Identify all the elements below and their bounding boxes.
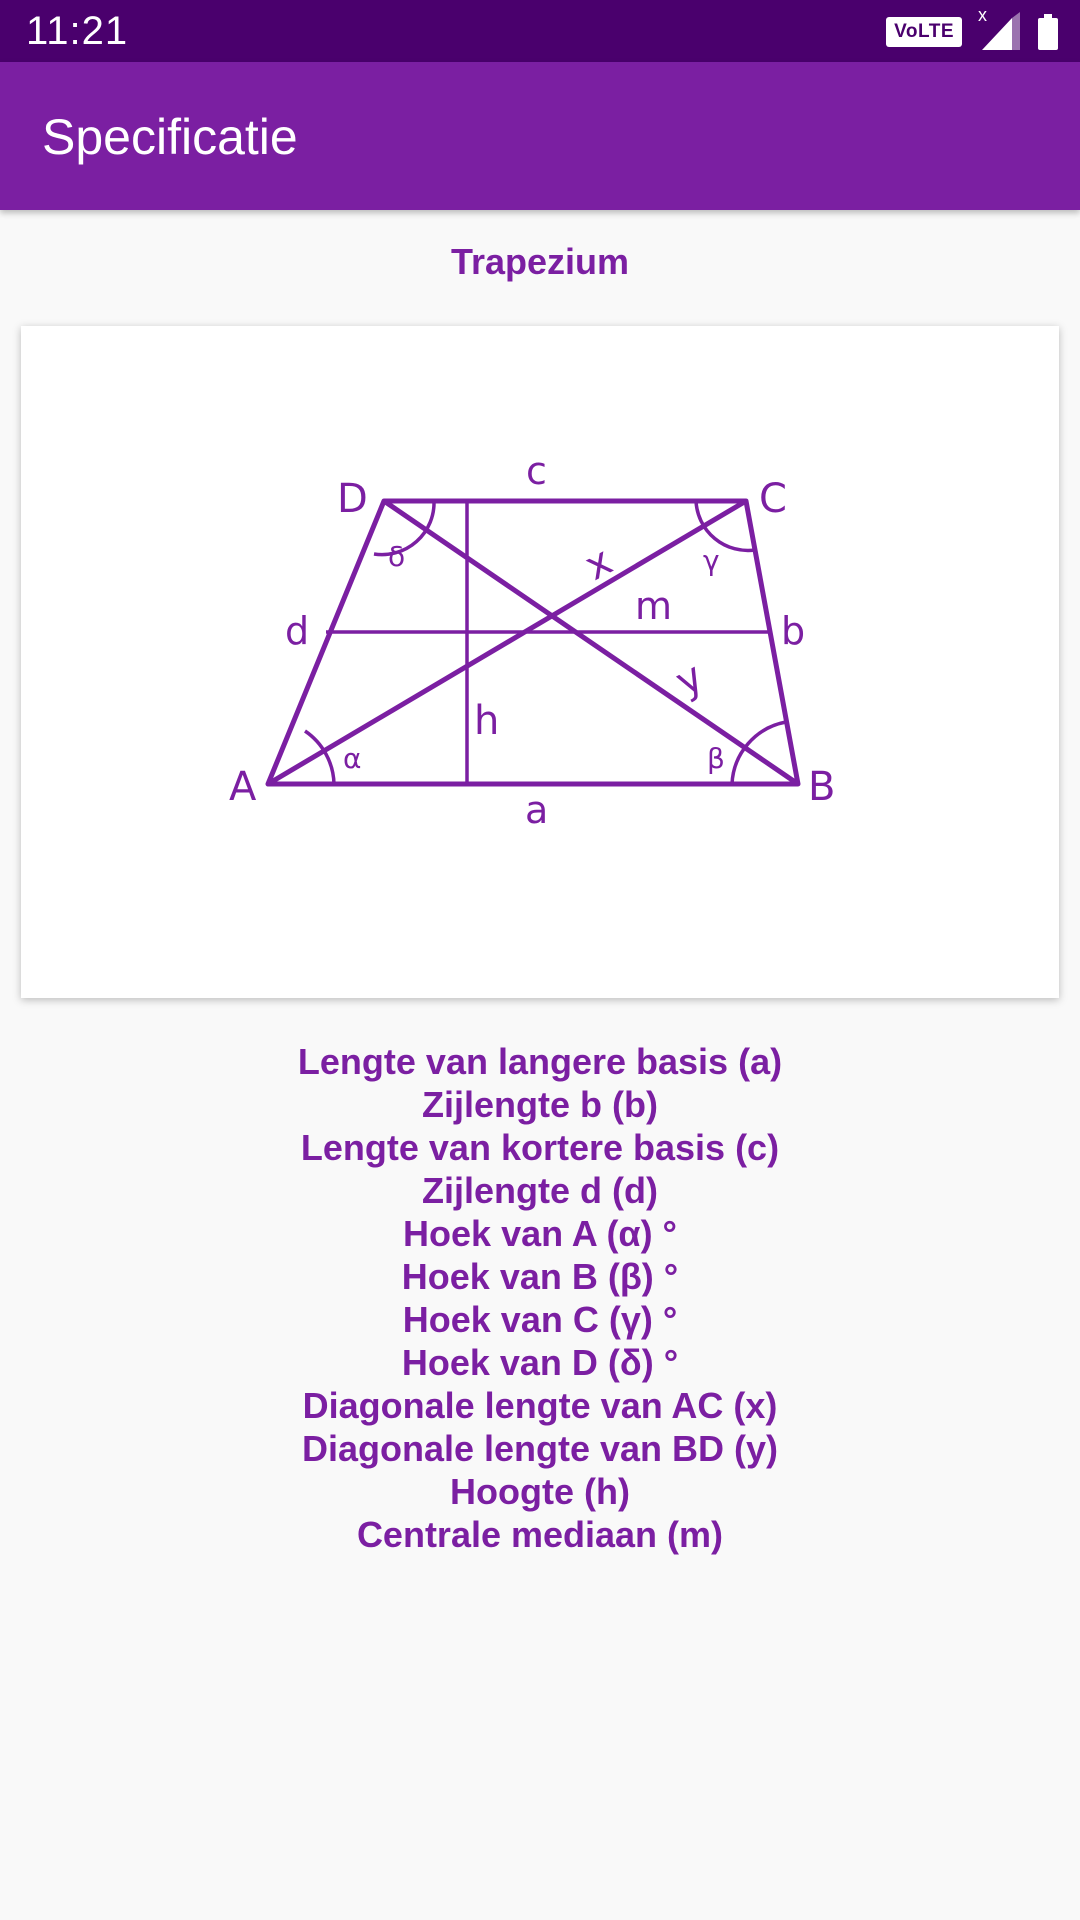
spec-item-c: Lengte van kortere basis (c)	[300, 1127, 780, 1168]
vertex-label-b: B	[808, 764, 836, 810]
angle-label-beta: β	[707, 742, 725, 775]
diagonal-label-y: y	[668, 653, 711, 706]
page-title: Specificatie	[42, 109, 298, 165]
spec-item-x: Diagonale lengte van AC (x)	[302, 1385, 778, 1426]
angle-label-alpha: α	[343, 742, 362, 775]
spec-item-a: Lengte van langere basis (a)	[297, 1041, 783, 1082]
signal-x-badge: x	[978, 5, 987, 25]
status-bar	[0, 0, 1080, 62]
spec-item-beta: Hoek van B (β) °	[401, 1256, 679, 1297]
spec-item-y: Diagonale lengte van BD (y)	[301, 1428, 779, 1469]
spec-item-delta: Hoek van D (δ) °	[401, 1342, 679, 1383]
shape-title: Trapezium	[450, 241, 630, 282]
side-label-c: c	[526, 449, 547, 493]
spec-item-h: Hoogte (h)	[450, 1471, 630, 1512]
side-label-b: b	[781, 609, 806, 653]
spec-item-b: Zijlengte b (b)	[422, 1084, 658, 1125]
volte-icon: VoLTE	[886, 17, 962, 47]
trapezium-diagram	[21, 326, 1059, 998]
median-label-m: m	[635, 584, 673, 628]
spec-item-alpha: Hoek van A (α) °	[403, 1213, 677, 1254]
specification-list	[0, 1040, 1080, 1556]
angle-arc-b	[732, 722, 786, 784]
signal-icon	[978, 5, 1022, 52]
vertex-label-a: A	[229, 764, 257, 810]
vertex-label-d: D	[337, 476, 368, 522]
angle-label-delta: δ	[388, 540, 406, 573]
app-bar	[0, 62, 1080, 210]
spec-item-gamma: Hoek van C (γ) °	[402, 1299, 678, 1340]
height-label-h: h	[474, 698, 500, 744]
battery-icon	[1038, 14, 1058, 50]
vertex-label-c: C	[759, 476, 787, 522]
angle-label-gamma: γ	[703, 544, 720, 577]
status-time: 11:21	[26, 9, 129, 53]
diagonal-ac	[268, 501, 746, 784]
spec-item-d: Zijlengte d (d)	[422, 1170, 658, 1211]
diagonal-label-x: x	[577, 538, 620, 590]
trapezium-figure-card	[21, 326, 1059, 998]
status-icons	[886, 5, 1058, 52]
side-label-a: a	[525, 788, 549, 832]
side-label-d: d	[285, 609, 310, 653]
spec-item-m: Centrale mediaan (m)	[356, 1514, 724, 1555]
